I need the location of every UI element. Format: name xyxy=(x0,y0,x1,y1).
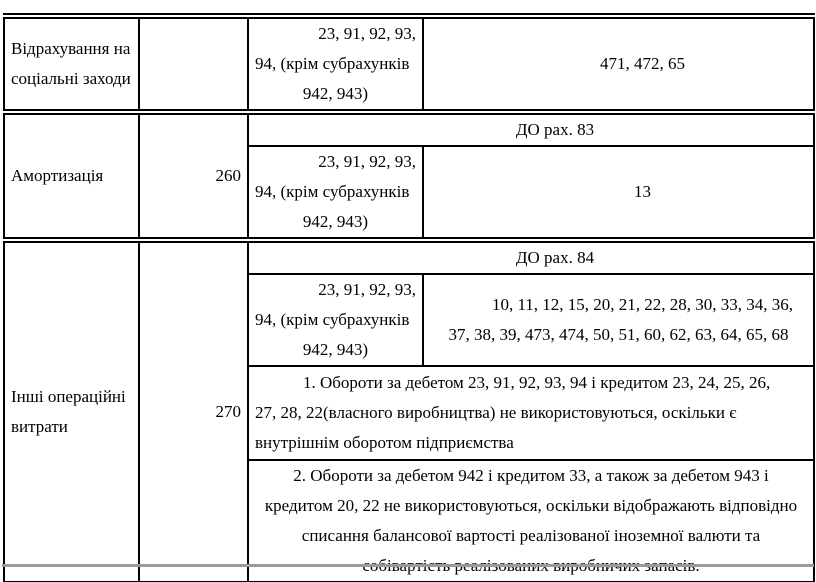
accounts-line: 94, (крім субрахунків xyxy=(255,182,410,201)
accounts-line: 23, 91, 92, 93, xyxy=(318,152,416,171)
table-row xyxy=(4,112,814,146)
note-line: 1. Обороти за дебетом 23, 91, 92, 93, 94 і кредитом 23, 24, 25, 26, xyxy=(303,373,771,392)
accounts-line: 942, 943) xyxy=(302,212,369,231)
note-line: кредитом 20, 22 не використовуються, оскільки відображають відповідно xyxy=(264,496,798,515)
note-line: 2. Обороти за дебетом 942 і кредитом 33, а також за дебетом 943 і xyxy=(293,466,769,485)
value-line: 37, 38, 39, 473, 474, 50, 51, 60, 62, 63, 64, 65, 68 xyxy=(448,325,789,344)
accounts-line: 94, (крім субрахунків xyxy=(255,310,410,329)
do-header-text: ДО рах. 84 xyxy=(515,248,595,267)
value-cell xyxy=(423,274,814,366)
row-label: Відрахування на соціальні заходи xyxy=(11,39,131,88)
note-line: внутрішнім оборотом підприємства xyxy=(255,433,514,452)
value-cell xyxy=(423,146,814,240)
accounts-line: 94, (крім субрахунків xyxy=(255,54,410,73)
accounting-table xyxy=(3,13,815,582)
accounts-line: 942, 943) xyxy=(302,340,369,359)
table-row xyxy=(4,16,814,112)
value-text: 471, 472, 65 xyxy=(600,54,685,73)
do-header-cell xyxy=(248,112,814,146)
value-text: 13 xyxy=(634,182,651,201)
row-code-cell xyxy=(139,16,248,112)
accounts-cell xyxy=(248,16,423,112)
do-header-text: ДО рах. 83 xyxy=(515,120,595,139)
row-code: 260 xyxy=(215,166,241,185)
value-line: 10, 11, 12, 15, 20, 21, 22, 28, 30, 33, 34, 36, xyxy=(491,295,794,314)
row-label-cell xyxy=(4,16,139,112)
row-code-cell xyxy=(139,240,248,582)
accounts-line: 942, 943) xyxy=(302,84,369,103)
row-code-cell xyxy=(139,112,248,240)
do-header-cell xyxy=(248,240,814,274)
accounts-line: 23, 91, 92, 93, xyxy=(318,24,416,43)
row-label-cell xyxy=(4,240,139,582)
note-line: списання балансової вартості реалізованої іноземної валюти та xyxy=(301,526,761,545)
accounts-cell xyxy=(248,146,423,240)
row-label-cell xyxy=(4,112,139,240)
row-label: Амортизація xyxy=(11,166,104,185)
table-row xyxy=(4,240,814,274)
note-line: 27, 28, 22(власного виробництва) не використовуються, оскільки є xyxy=(255,403,737,422)
note-cell xyxy=(248,366,814,460)
value-cell xyxy=(423,16,814,112)
accounts-cell xyxy=(248,274,423,366)
accounts-line: 23, 91, 92, 93, xyxy=(318,280,416,299)
next-table-row-edge xyxy=(2,564,814,567)
row-label: Інші операційні витрати xyxy=(11,387,126,436)
row-code: 270 xyxy=(215,402,241,421)
